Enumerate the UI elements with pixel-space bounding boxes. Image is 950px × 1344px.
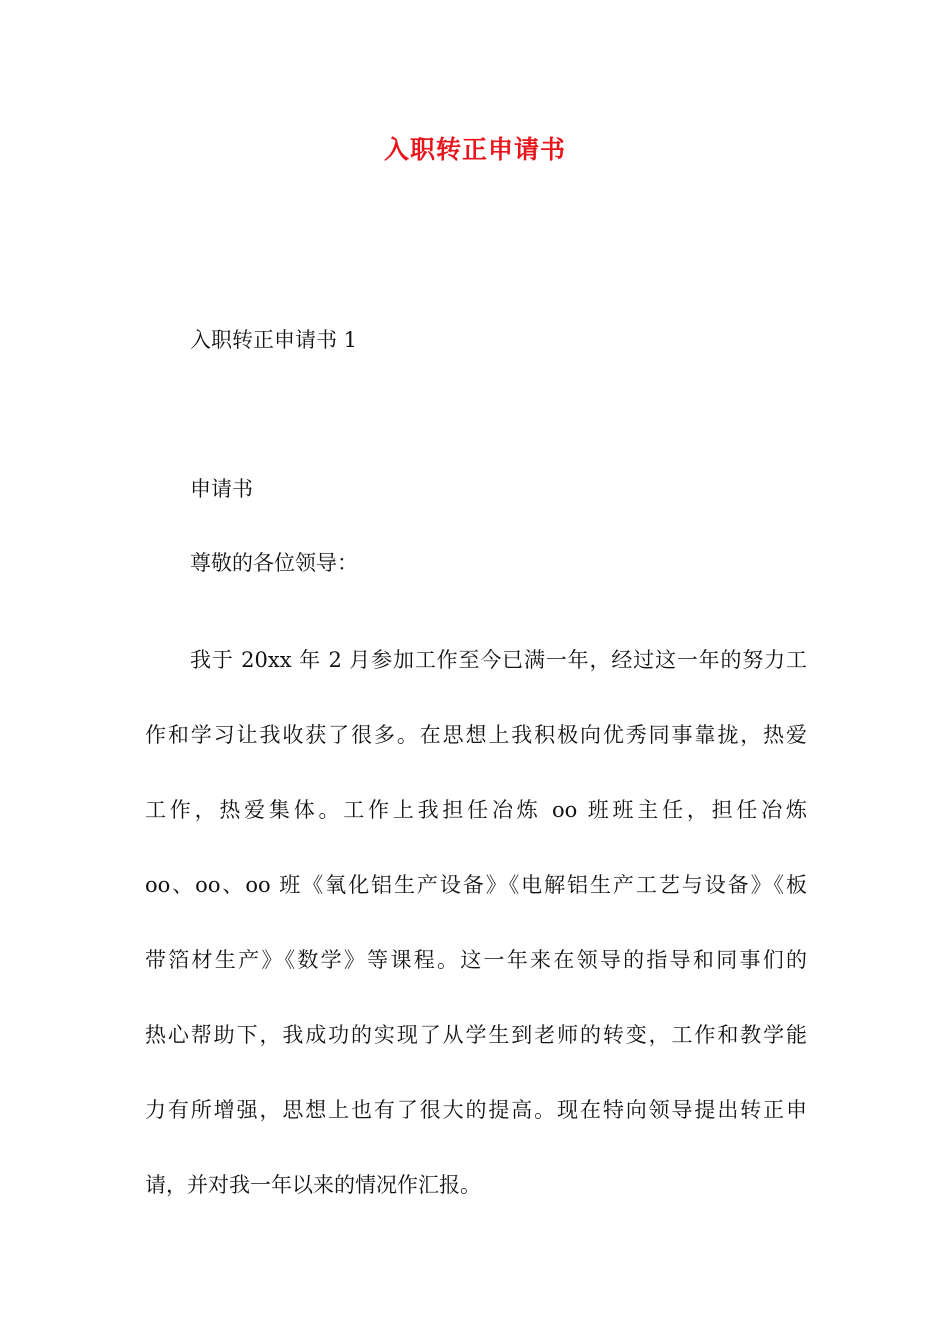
paragraph-line: 我于 20xx 年 2 月参加工作至今已满一年，经过这一年的努力工 — [190, 648, 807, 672]
body-paragraph — [145, 623, 807, 1223]
paragraph-line: 热心帮助下，我成功的实现了从学生到老师的转变，工作和教学能 — [145, 1023, 807, 1047]
paragraph-line: oo、oo、oo 班《氧化铝生产设备》《电解铝生产工艺与设备》《板 — [145, 873, 807, 897]
paragraph-line: 作和学习让我收获了很多。在思想上我积极向优秀同事靠拢，热爱 — [145, 723, 807, 747]
document-title: 入职转正申请书 — [383, 135, 566, 164]
letter-heading: 申请书 — [190, 477, 253, 501]
paragraph-line: 带箔材生产》《数学》等课程。这一年来在领导的指导和同事们的 — [145, 948, 807, 972]
paragraph-line: 工作，热爱集体。工作上我担任冶炼 oo 班班主任，担任冶炼 — [145, 798, 807, 822]
paragraph-line: 力有所增强，思想上也有了很大的提高。现在特向领导提出转正申 — [145, 1098, 807, 1122]
section-heading: 入职转正申请书 1 — [190, 328, 358, 352]
salutation: 尊敬的各位领导： — [190, 551, 358, 575]
paragraph-line: 请，并对我一年以来的情况作汇报。 — [145, 1173, 481, 1197]
